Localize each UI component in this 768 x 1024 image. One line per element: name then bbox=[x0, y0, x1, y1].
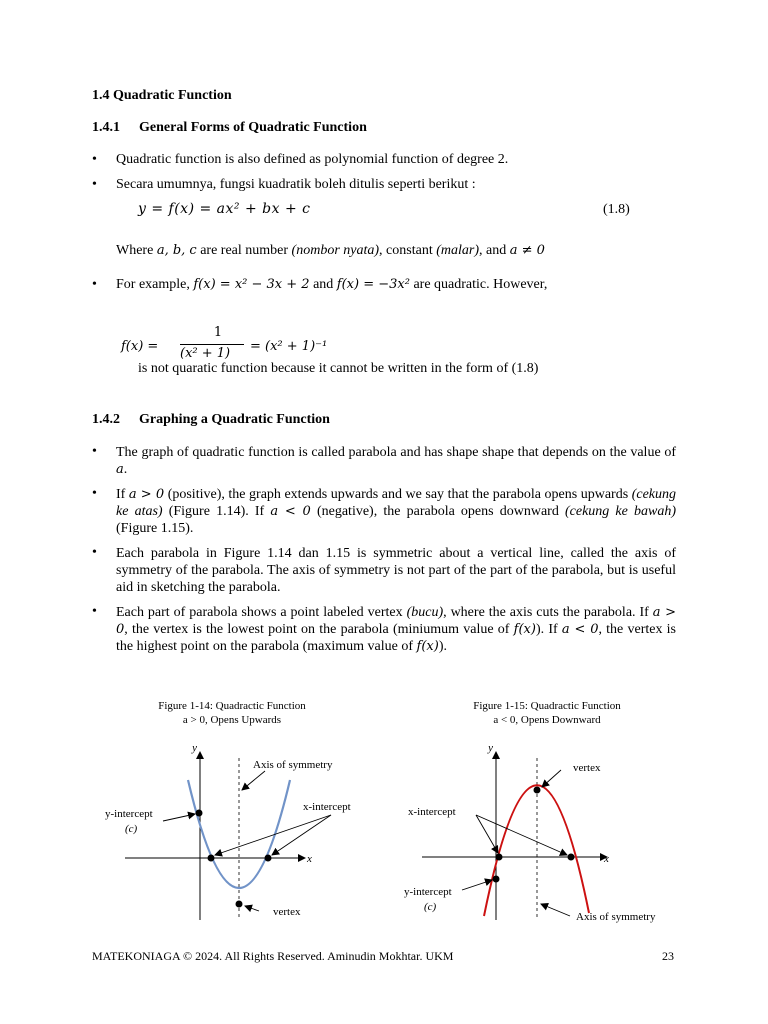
graph-paragraph-3: Each parabola in Figure 1.14 dan 1.15 is symmetric about a vertical line, called the axis of symmetry of the parabola. The axis of symmetry is not part of the part of the parabola, but is useful aid in sketching the parabola. bbox=[116, 546, 676, 595]
vertex-point bbox=[534, 787, 541, 794]
y-axis-label: y bbox=[192, 742, 197, 754]
x-intercept-point bbox=[208, 855, 215, 862]
graph-paragraph-2: If a > 0 (positive), the graph extends upwards and we say that the parabola opens upwards (cekung ke atas) (Figure 1.14). If a < 0 (negative), the parabola opens downward (cekung ke bawah) (Figure 1.15). bbox=[116, 487, 677, 536]
x-intercept-point bbox=[265, 855, 272, 862]
equation-number: (1.8) bbox=[603, 202, 630, 217]
y-intercept-arrow bbox=[163, 814, 195, 821]
vertex-label: vertex bbox=[273, 906, 301, 918]
bullet-text: Secara umumnya, fungsi kuadratik boleh ditulis seperti berikut : bbox=[116, 177, 476, 192]
bullet-icon: • bbox=[92, 177, 97, 192]
bullet-icon: • bbox=[92, 604, 97, 619]
bullet-icon: • bbox=[92, 444, 97, 459]
x-intercept-label: x-intercept bbox=[408, 806, 456, 818]
y-intercept-label: y-intercept bbox=[105, 808, 153, 820]
y-intercept-arrow bbox=[462, 880, 492, 890]
axis-label-arrow bbox=[242, 771, 265, 790]
x-intercept-arrow bbox=[476, 815, 567, 855]
y-intercept-c-label: (c) bbox=[125, 823, 138, 835]
vertex-arrow bbox=[245, 906, 259, 911]
bullet-icon: • bbox=[92, 486, 97, 501]
bullet-icon: • bbox=[92, 152, 97, 167]
y-intercept-c-label: (c) bbox=[424, 901, 437, 913]
fraction-bar bbox=[180, 344, 244, 345]
axis-of-symmetry-label: Axis of symmetry bbox=[253, 759, 333, 771]
axis-label-arrow bbox=[541, 904, 570, 916]
footer-copyright: MATEKONIAGA © 2024. All Rights Reserved. Aminudin Mokhtar. UKM bbox=[92, 949, 454, 963]
figure-15-caption: Figure 1-15: Quadractic Function a < 0, Opens Downward bbox=[473, 700, 621, 726]
figure-14-caption: Figure 1-14: Quadractic Function a > 0, Opens Upwards bbox=[158, 700, 306, 726]
where-line: Where a, b, c are real number (nombor nyata), constant (malar), and a ≠ 0 bbox=[116, 243, 545, 258]
equation-quadratic: y = f(x) = ax² + bx + c bbox=[138, 201, 311, 217]
fraction-lhs: f(x) = bbox=[121, 339, 159, 354]
parabola-downward bbox=[484, 785, 589, 916]
subsection-title-1: General Forms of Quadratic Function bbox=[139, 120, 367, 135]
axis-of-symmetry-label: Axis of symmetry bbox=[576, 911, 656, 923]
example-line: For example, f(x) = x² − 3x + 2 and f(x) = −3x² are quadratic. However, bbox=[116, 277, 548, 292]
x-intercept-point bbox=[496, 854, 503, 861]
x-intercept-arrow bbox=[272, 815, 331, 855]
not-quadratic-note: is not quaratic function because it cannot be written in the form of (1.8) bbox=[138, 361, 539, 376]
fraction-denominator: (x² + 1) bbox=[180, 346, 231, 361]
x-intercept-arrow bbox=[476, 815, 498, 853]
subsection-number-2: 1.4.2 bbox=[92, 412, 120, 427]
x-intercept-arrow bbox=[215, 815, 331, 855]
y-intercept-label: y-intercept bbox=[404, 886, 452, 898]
y-axis-label: y bbox=[488, 742, 493, 754]
figure-15-graph bbox=[400, 738, 690, 928]
y-intercept-point bbox=[493, 876, 500, 883]
y-intercept-point bbox=[196, 810, 203, 817]
bullet-text: Quadratic function is also defined as polynomial function of degree 2. bbox=[116, 152, 509, 167]
subsection-number-1: 1.4.1 bbox=[92, 120, 120, 135]
page-number: 23 bbox=[662, 949, 674, 963]
bullet-icon: • bbox=[92, 277, 97, 292]
graph-paragraph-1: The graph of quadratic function is called parabola and has shape shape that depends on the value of a. bbox=[116, 445, 676, 477]
bullet-icon: • bbox=[92, 545, 97, 560]
figure-14-graph bbox=[95, 738, 385, 923]
vertex-point bbox=[236, 901, 243, 908]
x-axis-label: x bbox=[307, 853, 312, 865]
x-intercept-point bbox=[568, 854, 575, 861]
section-title: 1.4 Quadratic Function bbox=[92, 88, 232, 103]
graph-paragraph-4: Each part of parabola shows a point labeled vertex (bucu), where the axis cuts the parabola. If a > 0, the vertex is the lowest point on the parabola (miniumum value of f(x)). If a < 0, the vertex is the highest point on the parabola (maximum value of f(x)). bbox=[116, 605, 676, 654]
fraction-rhs: = (x² + 1)⁻¹ bbox=[250, 339, 328, 354]
fraction-numerator: 1 bbox=[213, 325, 223, 340]
x-intercept-label: x-intercept bbox=[303, 801, 351, 813]
vertex-arrow bbox=[542, 770, 561, 787]
subsection-title-2: Graphing a Quadratic Function bbox=[139, 412, 330, 427]
vertex-label: vertex bbox=[573, 762, 601, 774]
x-axis-label: x bbox=[604, 853, 609, 865]
